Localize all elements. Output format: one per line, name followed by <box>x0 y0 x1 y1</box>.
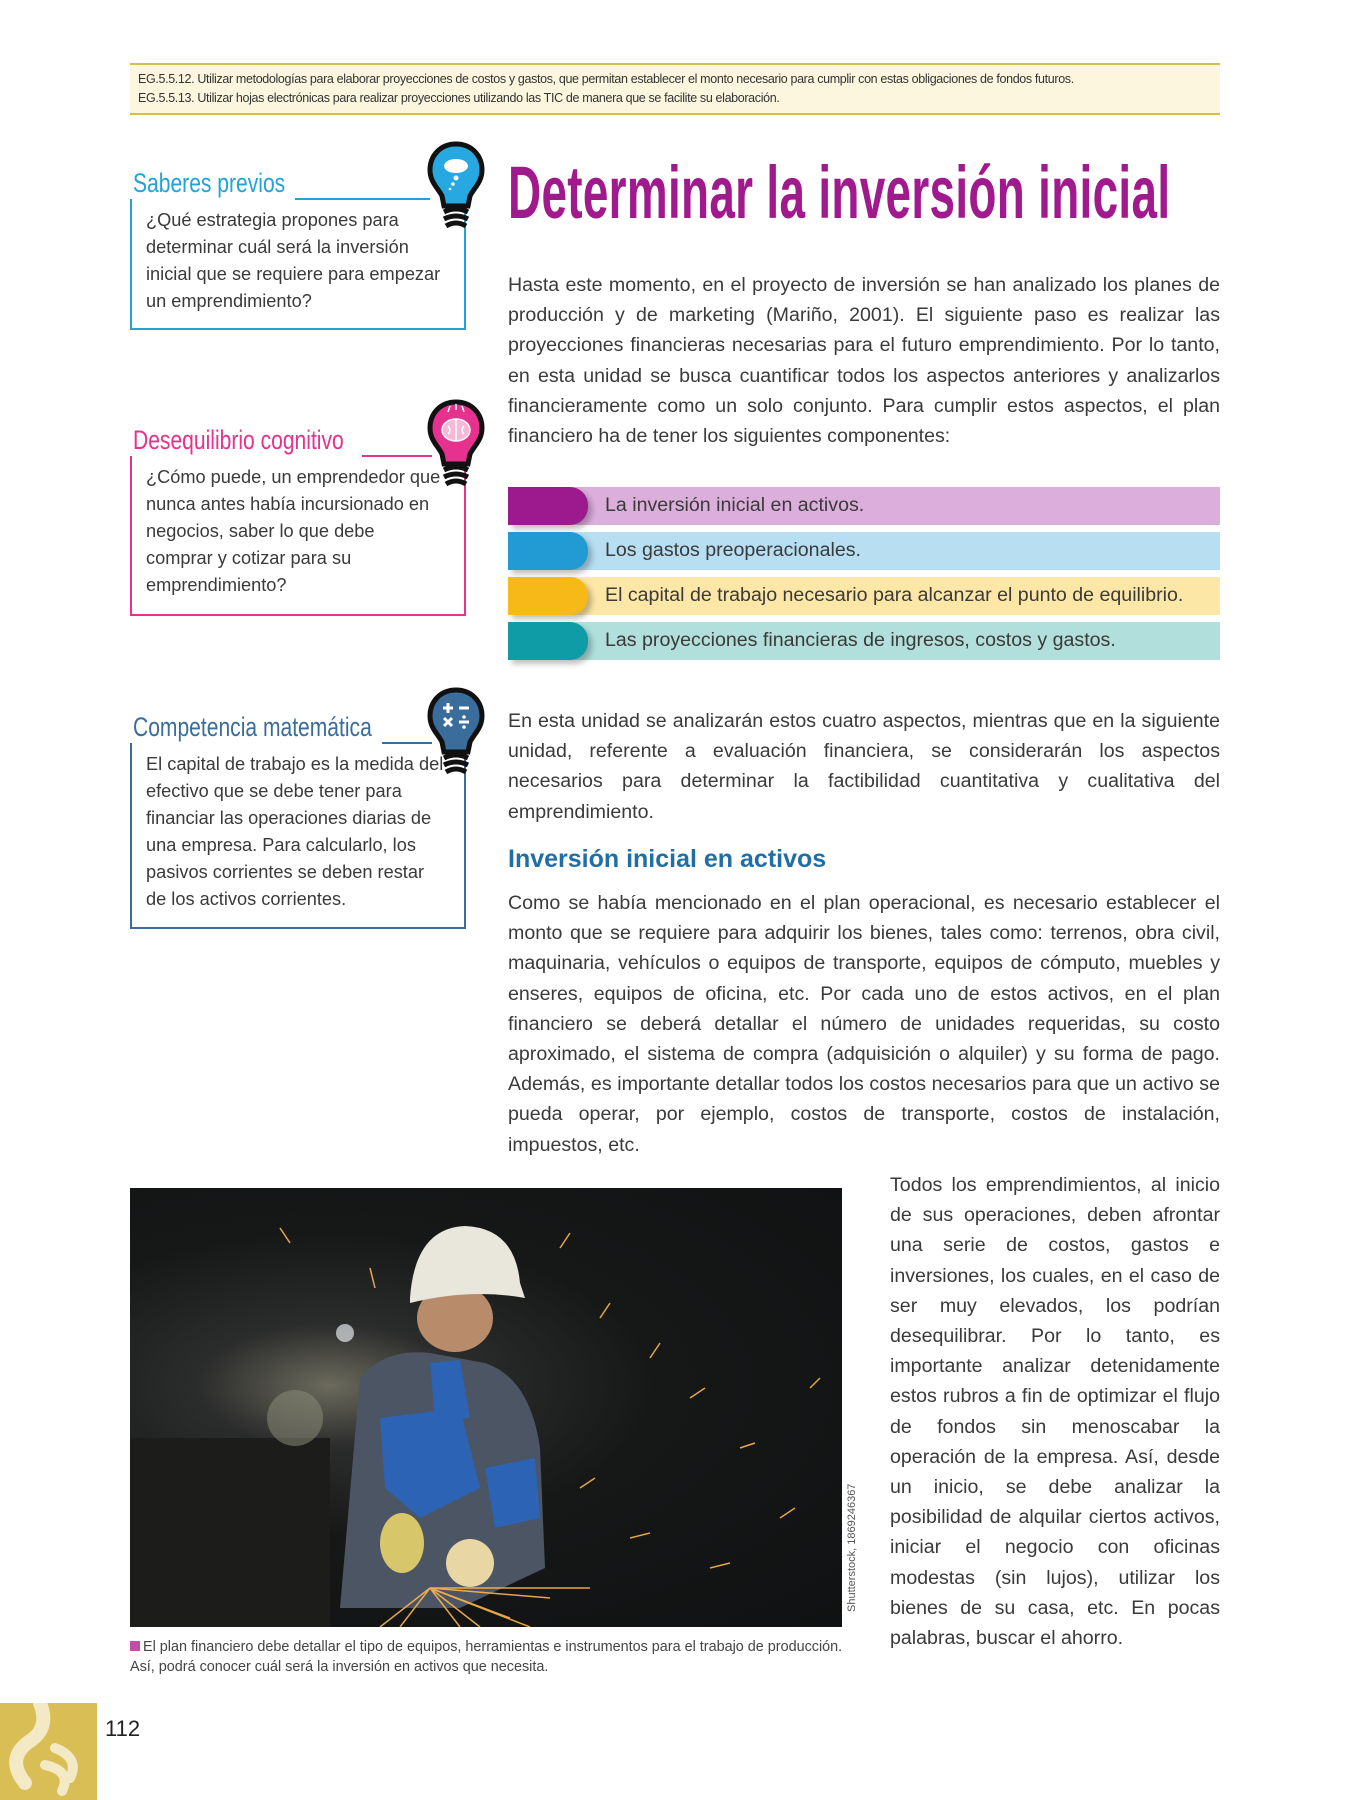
component-tab <box>508 487 588 525</box>
component-tab <box>508 532 588 570</box>
component-label: El capital de trabajo necesario para alcanzar el punto de equilibrio. <box>605 584 1184 606</box>
intro-paragraph: Hasta este momento, en el proyecto de inversión se han analizado los planes de producción y de marketing (Mariño, 2001). El siguiente paso es realizar las proyecciones financieras necesarias para el futuro emprendimiento. Por lo tanto, en esta unidad se busca cuantificar todos los aspectos anteriores y analizarlos financieramente como un solo conjunto. Para cumplir estos aspectos, el plan financiero ha de tener los siguientes componentes: <box>508 274 1220 448</box>
component-item-3 <box>508 577 1220 615</box>
photo-worker-grinding <box>130 1188 842 1627</box>
paragraph-ahorro: Todos los emprendimientos, al inicio de sus operaciones, deben afrontar una serie de costos, gastos e inversiones, los cuales, en el caso de ser muy elevados, los podrían desequilibrar. Por lo tanto, es importante analizar detenidamente estos rubros a fin de optimizar el flujo de fondos sin menoscabar la operación de la empresa. Así, desde un inicio, se debe analizar la posibilidad de alquilar ciertos activos, iniciar el negocio con oficinas modestas (sin lujos), utilizar los bienes de su casa, etc. En pocas palabras, buscar el ahorro. <box>890 1174 1220 1650</box>
lightbulb-cloud-icon <box>426 140 486 236</box>
competencia-text: El capital de trabajo es la medida del efectivo que se debe tener para financiar las operaciones diarias de una empresa. Para calcularlo, los pasivos corrientes se deben restar de los activos corrientes. <box>146 754 444 909</box>
section-heading: Inversión inicial en activos <box>508 845 827 873</box>
paragraph-inversion-activos: Como se había mencionado en el plan operacional, es necesario establecer el monto que se requiere para adquirir los bienes, tales como: terrenos, obra civil, maquinaria, vehículos o equipos de transporte, equipos de cómputo, muebles y enseres, equipos de oficina, etc. Por cada uno de estos activos, en el plan financiero se deberá detallar el número de unidades requeridas, su costo aproximado, el sistema de compra (adquisición o alquiler) y su forma de pago. Además, es importante detallar todos los costos necesarios para que un activo se pueda operar, por ejemplo, costos de transporte, costos de instalación, impuestos, etc. <box>508 892 1220 1156</box>
page-title: Determinar la inversión inicial <box>508 151 1171 234</box>
desequilibrio-box <box>130 456 466 616</box>
caption-marker-icon <box>130 1641 140 1651</box>
photo-credit: Shutterstock, 1869246367 <box>846 1483 858 1612</box>
caption-text: El plan financiero debe detallar el tipo de equipos, herramientas e instrumentos para el trabajo de producción. Así, podrá conocer cuál será la inversión en activos que necesita. <box>130 1639 843 1675</box>
competencia-title: Competencia matemática <box>133 712 372 742</box>
photo-caption <box>130 1637 850 1677</box>
component-item-1 <box>508 487 1220 525</box>
lightbulb-math-icon <box>426 686 486 782</box>
desequilibrio-text: ¿Cómo puede, un emprendedor que nunca antes había incursionado en negocios, saber lo que debe comprar y cotizar para su emprendimiento? <box>146 467 441 595</box>
saberes-previos-text: ¿Qué estrategia propones para determinar cuál será la inversión inicial que se requiere para empezar un emprendimiento? <box>146 210 441 311</box>
component-label: Las proyecciones financieras de ingresos, costos y gastos. <box>605 629 1116 651</box>
saberes-previos-title: Saberes previos <box>133 168 286 198</box>
lightbulb-brain-icon <box>426 398 486 494</box>
component-label: Los gastos preoperacionales. <box>605 539 861 561</box>
paragraph-cuatro-aspectos: En esta unidad se analizarán estos cuatro aspectos, mientras que en la siguiente unidad, referente a evaluación financiera, se considerarán los aspectos necesarios para determinar la factibilidad cuantitativa y cualitativa del emprendimiento. <box>508 710 1220 823</box>
standard-line-2: EG.5.5.13. Utilizar hojas electrónicas para realizar proyecciones utilizando las TIC de manera que se facilite su elaboración. <box>138 91 780 105</box>
competencia-box <box>130 743 466 929</box>
component-tab <box>508 622 588 660</box>
standard-line-1: EG.5.5.12. Utilizar metodologías para elaborar proyecciones de costos y gastos, que permitan establecer el monto necesario para cumplir con estas obligaciones de fondos futuros. <box>138 72 1074 86</box>
component-item-2 <box>508 532 1220 570</box>
component-tab <box>508 577 588 615</box>
saberes-previos-box <box>130 199 466 330</box>
page-number: 112 <box>105 1716 141 1741</box>
component-item-4 <box>508 622 1220 660</box>
corner-decoration <box>0 1703 97 1800</box>
standards-band <box>130 63 1220 115</box>
component-label: La inversión inicial en activos. <box>605 494 865 516</box>
hand-motif-icon <box>0 1703 97 1800</box>
worker-photo-illustration <box>130 1188 842 1627</box>
desequilibrio-title: Desequilibrio cognitivo <box>133 425 344 455</box>
